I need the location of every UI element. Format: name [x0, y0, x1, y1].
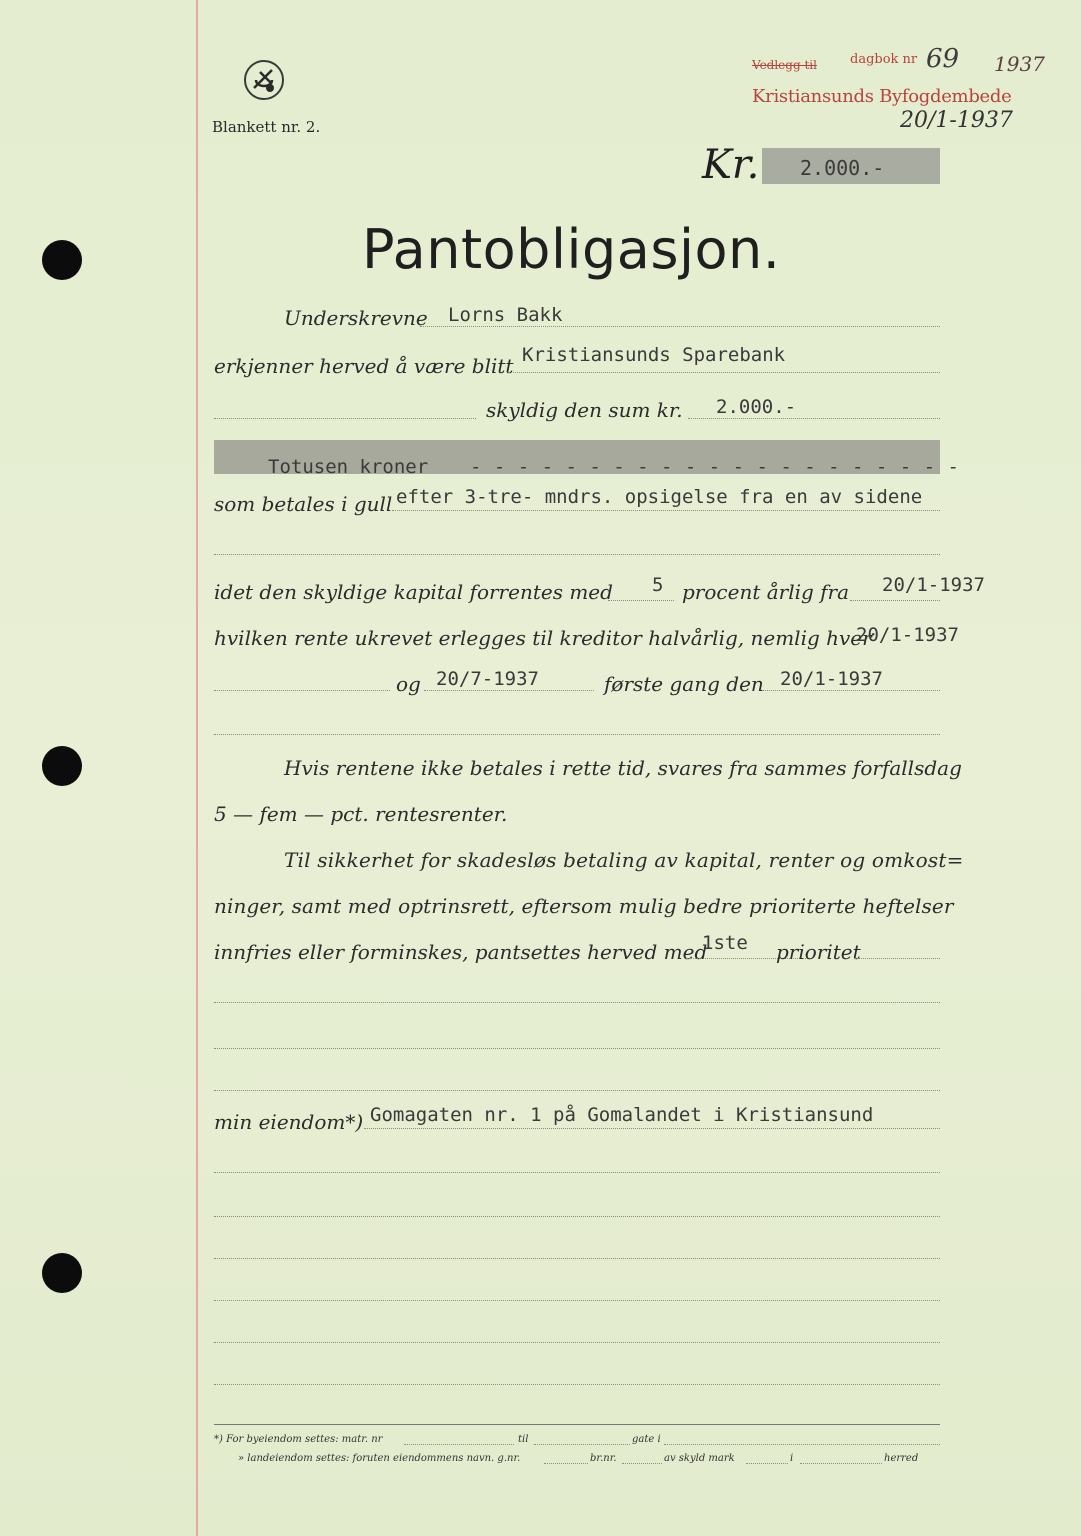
blank-line-9: [214, 1300, 940, 1301]
payable-label: som betales i gull: [214, 492, 393, 516]
stamp-book-number: 69: [926, 44, 960, 74]
interest-rate-line: [608, 600, 674, 601]
stamp-year: 1937: [994, 52, 1045, 76]
footnote-line2-e: herred: [884, 1453, 919, 1464]
footnote-line1-dots-c: [664, 1444, 940, 1445]
priority-tail-line: [854, 958, 940, 959]
and-lead-line: [214, 690, 390, 691]
footnote-line1-dots-a: [404, 1444, 514, 1445]
footnote-line2-b: br.nr.: [590, 1453, 617, 1464]
interest-due-2: 20/7-1937: [436, 668, 539, 690]
security-line-3b: prioritet: [776, 940, 861, 964]
footnote-line1-dots-b: [534, 1444, 630, 1445]
property-value: Gomagaten nr. 1 på Gomalandet i Kristiansund: [370, 1104, 874, 1126]
first-time-label: første gang den: [604, 672, 764, 696]
amount-words: Totusen kroner: [268, 456, 429, 478]
security-line-2: ninger, samt med optrinsrett, eftersom mulig bedre prioriterte heftelser: [214, 894, 954, 918]
creditor-value: Kristiansunds Sparebank: [522, 344, 786, 366]
blank-line-4: [214, 1048, 940, 1049]
footnote-line1-a: *) For byeiendom settes: matr. nr: [214, 1434, 383, 1445]
interest-from-line: [850, 600, 940, 601]
undersigned-label: Underskrevne: [284, 306, 428, 330]
blank-line-6: [214, 1172, 940, 1173]
blank-line-1: [214, 554, 940, 555]
stamp-prefix: Vedlegg til: [752, 58, 817, 72]
punch-hole-bottom: [42, 1253, 82, 1293]
punch-hole-middle: [42, 746, 82, 786]
amount-label: Kr.: [702, 142, 760, 188]
interest-from: 20/1-1937: [882, 574, 985, 596]
footnote-line2-d: i: [790, 1453, 794, 1464]
security-line-1: Til sikkerhet for skadesløs betaling av kapital, renter og omkost=: [284, 848, 964, 872]
property-line: [364, 1128, 940, 1129]
footnote-rule: [214, 1424, 940, 1425]
and-label: og: [396, 672, 421, 696]
stamp-book-label: dagbok nr: [850, 52, 918, 67]
footnote-line2-dots-b: [622, 1463, 662, 1464]
form-number: Blankett nr. 2.: [212, 118, 321, 136]
acknowledges-label: erkjenner herved å være blitt: [214, 354, 514, 378]
footnote-line2-a: » landeiendom settes: foruten eiendommens navn. g.nr.: [238, 1453, 521, 1464]
footnote-line2-dots-d: [800, 1463, 882, 1464]
interest-due-2-line: [424, 690, 594, 691]
blank-line-3: [214, 1002, 940, 1003]
blank-line-8: [214, 1258, 940, 1259]
late-interest-line-2: 5 — fem — pct. rentesrenter.: [214, 802, 508, 826]
footnote-line2-c: av skyld mark: [664, 1453, 735, 1464]
document-title: Pantobligasjon.: [362, 218, 781, 281]
late-interest-line-1: Hvis rentene ikke betales i rette tid, svares fra sammes forfallsdag: [284, 756, 962, 780]
footnote-line2-dots-a: [544, 1463, 588, 1464]
amount-words-dashes: - - - - - - - - - - - - - - - - - - - - -: [470, 456, 960, 478]
payable-line: [392, 510, 940, 511]
blank-line-5: [214, 1090, 940, 1091]
owing-lead-line: [214, 418, 476, 419]
blank-line-11: [214, 1384, 940, 1385]
blank-line-2: [214, 734, 940, 735]
margin-line: [196, 0, 198, 1536]
security-line-3a: innfries eller forminskes, pantsettes herved med: [214, 940, 708, 964]
footnote-line2-dots-c: [746, 1463, 788, 1464]
undersigned-value: Lorns Bakk: [448, 304, 563, 326]
interest-due-label: hvilken rente ukrevet erlegges til kreditor halvårlig, nemlig hver: [214, 626, 872, 650]
owing-label: skyldig den sum kr.: [486, 398, 683, 422]
blank-line-7: [214, 1216, 940, 1217]
amount-value: 2.000.-: [800, 156, 885, 180]
blank-line-10: [214, 1342, 940, 1343]
first-time-line: [762, 690, 940, 691]
payable-value: efter 3-tre- mndrs. opsigelse fra en av sidene: [396, 486, 923, 508]
interest-due-1: 20/1-1937: [856, 624, 959, 646]
interest-label-b: procent årlig fra: [682, 580, 850, 604]
stamp-date: 20/1-1937: [900, 108, 1013, 133]
priority-value: 1ste: [702, 932, 748, 954]
owing-value: 2.000.-: [716, 396, 797, 418]
owing-line: [688, 418, 940, 419]
undersigned-line: [420, 326, 940, 327]
interest-rate: 5: [652, 574, 664, 596]
punch-hole-top: [42, 240, 82, 280]
footnote-line1-c: gate i: [632, 1434, 661, 1445]
footnote-line1-b: til: [518, 1434, 529, 1445]
first-time-value: 20/1-1937: [780, 668, 883, 690]
property-label: min eiendom*): [214, 1110, 364, 1134]
stamp-office: Kristiansunds Byfogdembede: [752, 86, 1012, 107]
interest-label-a: idet den skyldige kapital forrentes med: [214, 580, 613, 604]
anchor-emblem-icon: [242, 58, 286, 102]
creditor-line: [508, 372, 940, 373]
